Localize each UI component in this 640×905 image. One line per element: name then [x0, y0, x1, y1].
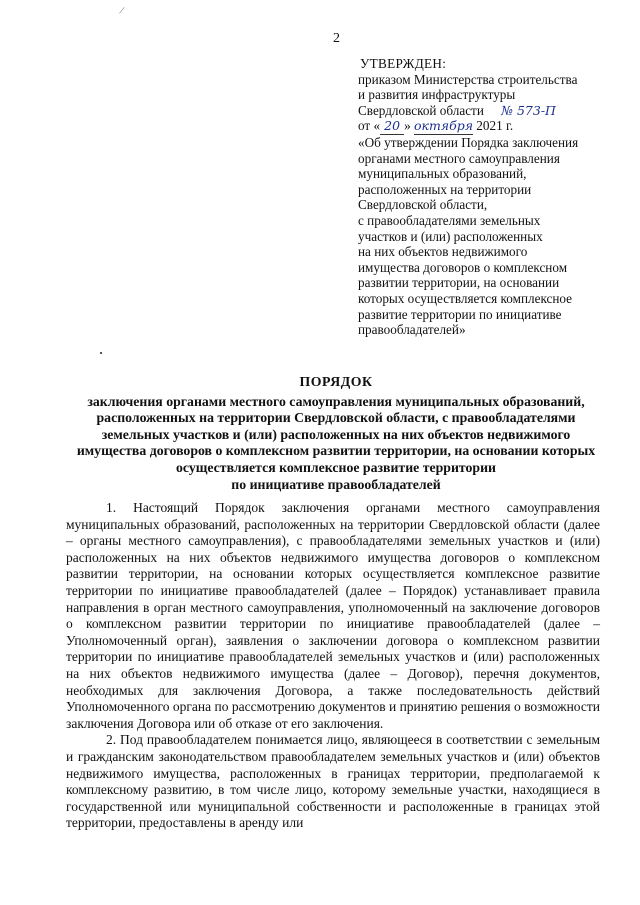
subject-line: имущества договоров о комплексном	[358, 259, 568, 275]
paragraph-1: 1. Настоящий Порядок заключения органами местного самоуправления муниципальных образований, расположенных на территории Свердловской области (далее – органы местного самоуправления), с правообладателями земельных участков и (или) расположенных на них объектов недвижимого имущества договоров о комплексном развитии территории, на основании которых осуществляется комплексное развитие территории по инициативе правообладателей (далее – Порядок) устанавливает правила направления в орган местного самоуправления, уполномоченный на заключение договоров о комплексном развитии территории по инициативе правообладателей (далее – Уполномоченный орган), заявления о заключении договора о комплексном развитии территории по инициативе правообладателей земельных участков и (или) расположенных на них объектов недвижимого имущества (далее – Договор), перечня документов, необходимых для заключения Договора, а также последовательность действий Уполномоченного органа по рассмотрению документов и принятию решения о возможности заключения Договора или об отказе от его заключения.	[66, 500, 600, 731]
subject-line: развитие территории по инициативе	[358, 306, 562, 322]
subtitle-line: по инициативе правообладателей	[231, 476, 441, 492]
subject-line: правообладателей»	[358, 322, 466, 338]
approval-region-line	[358, 103, 618, 119]
subtitle-line: расположенных на территории Свердловской области, с правообладателями	[96, 410, 576, 426]
approval-line: приказом Министерства строительства	[358, 71, 578, 87]
date-mid: »	[404, 118, 411, 134]
subject-line: «Об утверждении Порядка заключения	[358, 134, 579, 150]
subtitle-line: заключения органами местного самоуправления муниципальных образований,	[87, 393, 585, 409]
subtitle-line: осуществляется комплексное развитие территории	[175, 459, 496, 475]
approval-line: и развития инфраструктуры	[358, 87, 516, 103]
approval-block	[358, 56, 618, 338]
document-body	[66, 500, 600, 832]
date-prefix: от «	[358, 118, 381, 134]
document-heading: ПОРЯДОК	[299, 374, 373, 389]
subject-line: которых осуществляется комплексное	[358, 290, 573, 306]
date-month: октября	[413, 118, 473, 134]
approval-region: Свердловской области	[358, 102, 484, 118]
subject-line: органами местного самоуправления	[358, 150, 560, 166]
page-number: 2	[333, 31, 340, 46]
date-day: 20	[380, 118, 404, 135]
subject-line: муниципальных образований,	[358, 166, 527, 182]
scan-dot	[100, 352, 102, 354]
date-year: 2021 г.	[476, 118, 514, 134]
approval-date-line	[358, 118, 618, 135]
subject-line: развитии территории, на основании	[358, 275, 560, 291]
document-title	[60, 374, 612, 493]
subject-line: Свердловской области,	[358, 197, 488, 213]
order-number: № 573-П	[501, 102, 556, 118]
scan-mark: /	[118, 4, 126, 18]
subject-line: с правообладателями земельных	[358, 212, 541, 228]
subtitle-line: имущества договоров о комплексном развитии территории, на основании которых	[76, 443, 596, 459]
subject-line: на них объектов недвижимого	[358, 244, 528, 260]
paragraph-2: 2. Под правообладателем понимается лицо, являющееся в соответствии с земельным и гражданским законодательством правообладателем земельных участков и (или) объектов недвижимого имущества, расположенных в границах территории, предполагаемой к комплексному развитию, в том числе лицо, которому земельные участки, находящиеся в государственной или муниципальной собственности и расположенные в границах этой территории, предоставлены в аренду или	[66, 732, 600, 831]
approval-title: УТВЕРЖДЕН:	[360, 56, 447, 71]
subject-line: расположенных на территории	[358, 181, 532, 197]
subtitle-line: земельных участков и (или) расположенных на них объектов недвижимого	[101, 426, 571, 442]
subject-line: участков и (или) расположенных	[358, 228, 543, 244]
